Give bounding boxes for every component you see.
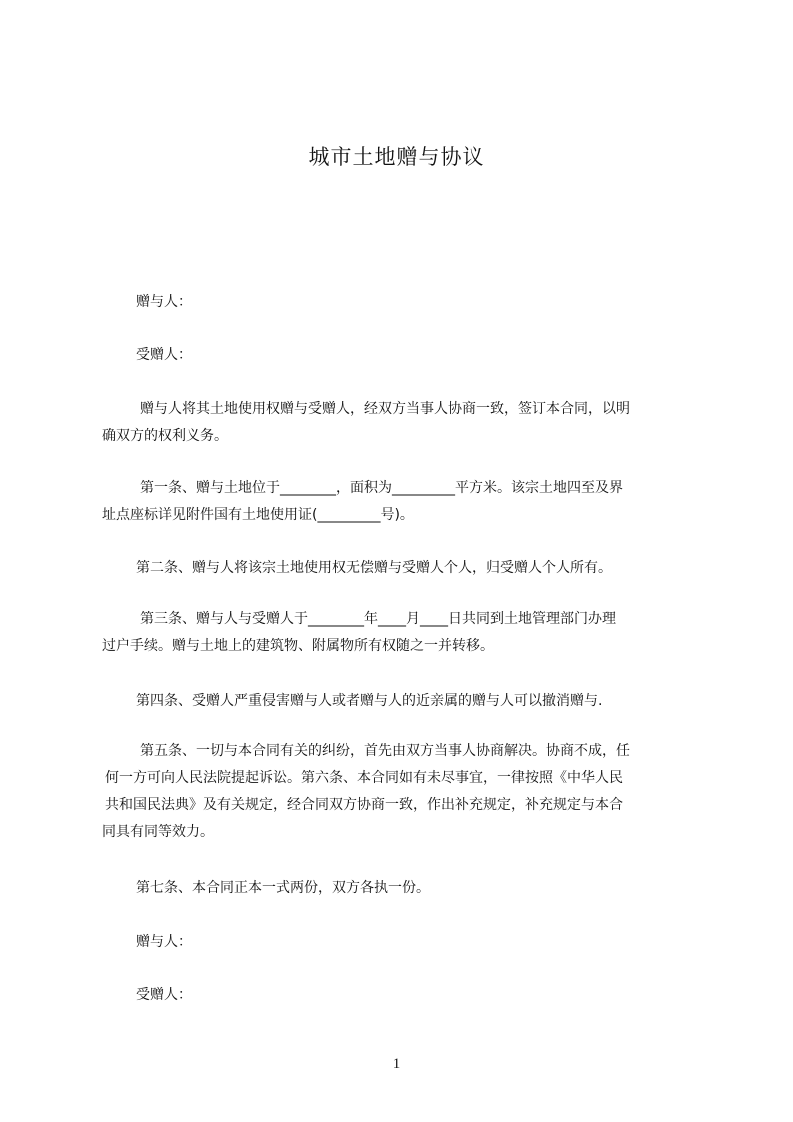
article-1-line-2: 址点座标详见附件国有土地使用证(_________号)。 [102,507,414,523]
donee-label: 受赠人： [136,347,192,363]
article-7: 第七条、本合同正本一式两份，双方各执一份。 [136,880,430,896]
article-4: 第四条、受赠人严重侵害赠与人或者赠与人的近亲属的赠与人可以撤消赠与. [136,693,603,709]
donor-label: 赠与人： [136,294,192,310]
footer-donor-label: 赠与人： [136,934,192,950]
document-title: 城市土地赠与协议 [308,145,485,169]
article-5-line-3: 共和国民法典》及有关规定，经合同双方协商一致，作出补充规定，补充规定与本合 [105,797,623,813]
article-2: 第二条、赠与人将该宗土地使用权无偿赠与受赠人个人，归受赠人个人所有。 [136,560,612,576]
intro-paragraph [102,396,702,450]
article-5 [102,738,702,846]
footer-donee-label: 受赠人： [136,987,192,1003]
article-5-line-4: 同具有同等效力。 [102,824,214,840]
article-3-line-1: 第三条、赠与人与受赠人于________年____月____日共同到土地管理部门办理 [140,611,616,627]
article-3 [102,606,702,660]
intro-line-2: 确双方的权利义务。 [102,428,228,444]
article-3-line-2: 过户手续。赠与土地上的建筑物、附属物所有权随之一并转移。 [102,638,494,654]
intro-line-1: 赠与人将其土地使用权赠与受赠人，经双方当事人协商一致，签订本合同，以明 [140,401,630,417]
page-number: 1 [392,1056,401,1072]
article-5-line-1: 第五条、一切与本合同有关的纠纷，首先由双方当事人协商解决。协商不成，任 [140,743,630,759]
article-1 [102,475,702,529]
article-5-line-2: 何一方可向人民法院提起诉讼。第六条、本合同如有未尽事宜，一律按照《中华人民 [105,770,623,786]
article-1-line-1: 第一条、赠与土地位于________，面积为_________平方米。该宗土地四至及界 [140,480,623,496]
